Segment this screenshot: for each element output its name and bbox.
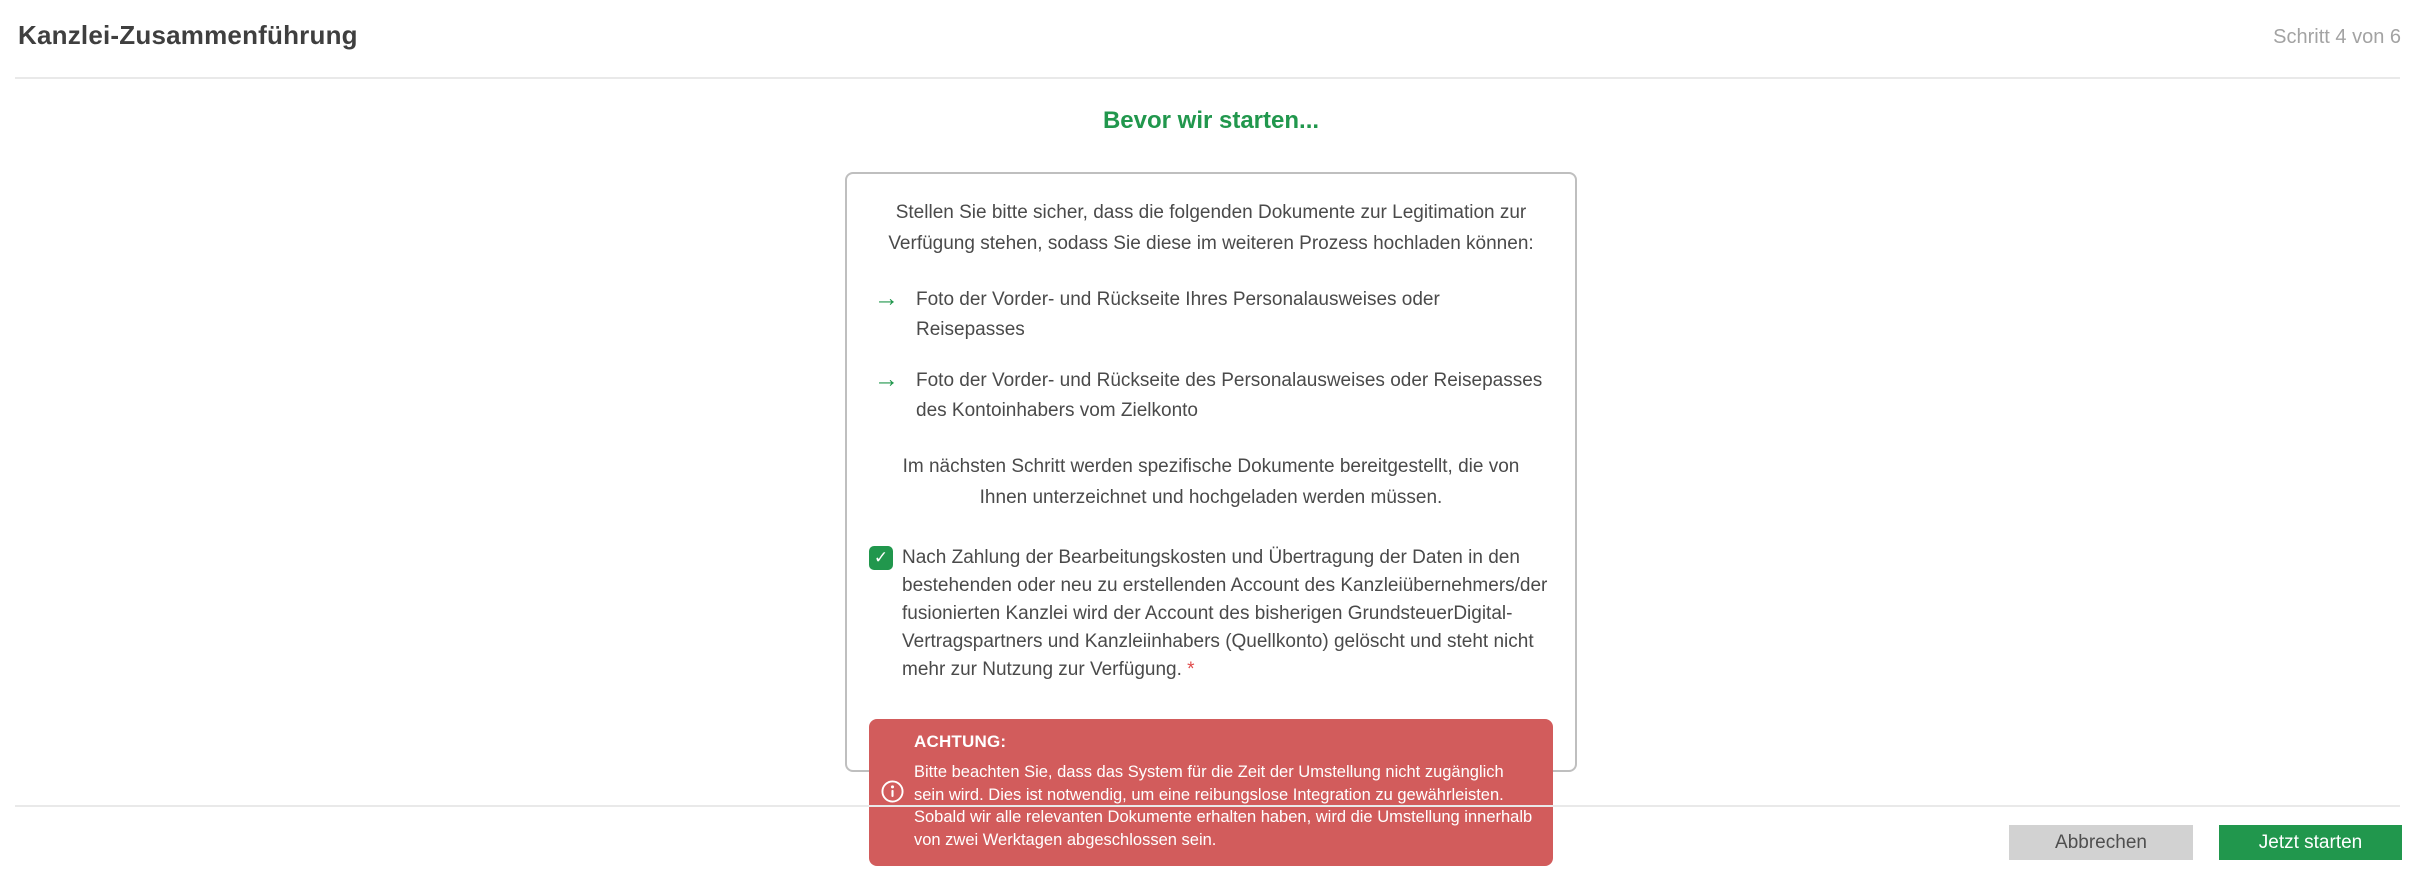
- header-divider: [15, 77, 2400, 79]
- required-marker: *: [1187, 659, 1195, 680]
- list-item-text: Foto der Vorder- und Rückseite des Personalausweises oder Reisepasses des Kontoinhabers vom Zielkonto: [916, 370, 1543, 421]
- cancel-button[interactable]: Abbrechen: [2009, 825, 2193, 860]
- footer-divider: [15, 805, 2400, 807]
- list-item: [869, 285, 1553, 345]
- warning-box: [869, 719, 1553, 866]
- intro-heading: Bevor wir starten...: [1102, 107, 1320, 134]
- list-item: [869, 366, 1553, 426]
- info-icon: [881, 780, 904, 803]
- next-step-note: Im nächsten Schritt werden spezifische Dokumente bereitgestellt, die von Ihnen unterzeichnet und hochgeladen werden müssen.: [902, 456, 1520, 508]
- list-item-text: Foto der Vorder- und Rückseite Ihres Personalausweises oder Reisepasses: [916, 289, 1440, 340]
- document-list: [869, 285, 1553, 426]
- warning-text: Bitte beachten Sie, dass das System für die Zeit der Umstellung nicht zugänglich sein wird. Dies ist notwendig, um eine reibungslose Integration zu gewährleisten. Sobald wir alle relevanten Dokumente erhalten haben, wird die Umstellung innerhalb von zwei Werktagen abgeschlossen sein.: [914, 763, 1533, 849]
- arrow-right-icon: →: [874, 365, 899, 393]
- arrow-right-icon: →: [874, 284, 899, 312]
- warning-content: [914, 732, 1535, 851]
- legitimation-card: [845, 172, 1577, 849]
- card-intro-text: Stellen Sie bitte sicher, dass die folgenden Dokumente zur Legitimation zur Verfügung stehen, sodass Sie diese im weiteren Prozess hochladen können:: [888, 202, 1534, 254]
- consent-text: Nach Zahlung der Bearbeitungskosten und Übertragung der Daten in den bestehenden oder neu zu erstellenden Account des Kanzleiübernehmers/der fusionierten Kanzlei wird der Account des bisherigen GrundsteuerDigital-Vertragspartners und Kanzleiinhabers (Quellkonto) gelöscht und steht nicht mehr zur Nutzung zur Verfügung. *: [902, 547, 1548, 680]
- start-now-button[interactable]: Jetzt starten: [2219, 825, 2402, 860]
- warning-title: ACHTUNG:: [914, 732, 1007, 751]
- consent-checkbox[interactable]: [869, 546, 893, 570]
- step-indicator: Schritt 4 von 6: [2273, 26, 2401, 48]
- checkbox-check-icon: ✓: [873, 548, 889, 567]
- consent-row: [869, 544, 1553, 684]
- page-title: Kanzlei-Zusammenführung: [18, 20, 358, 50]
